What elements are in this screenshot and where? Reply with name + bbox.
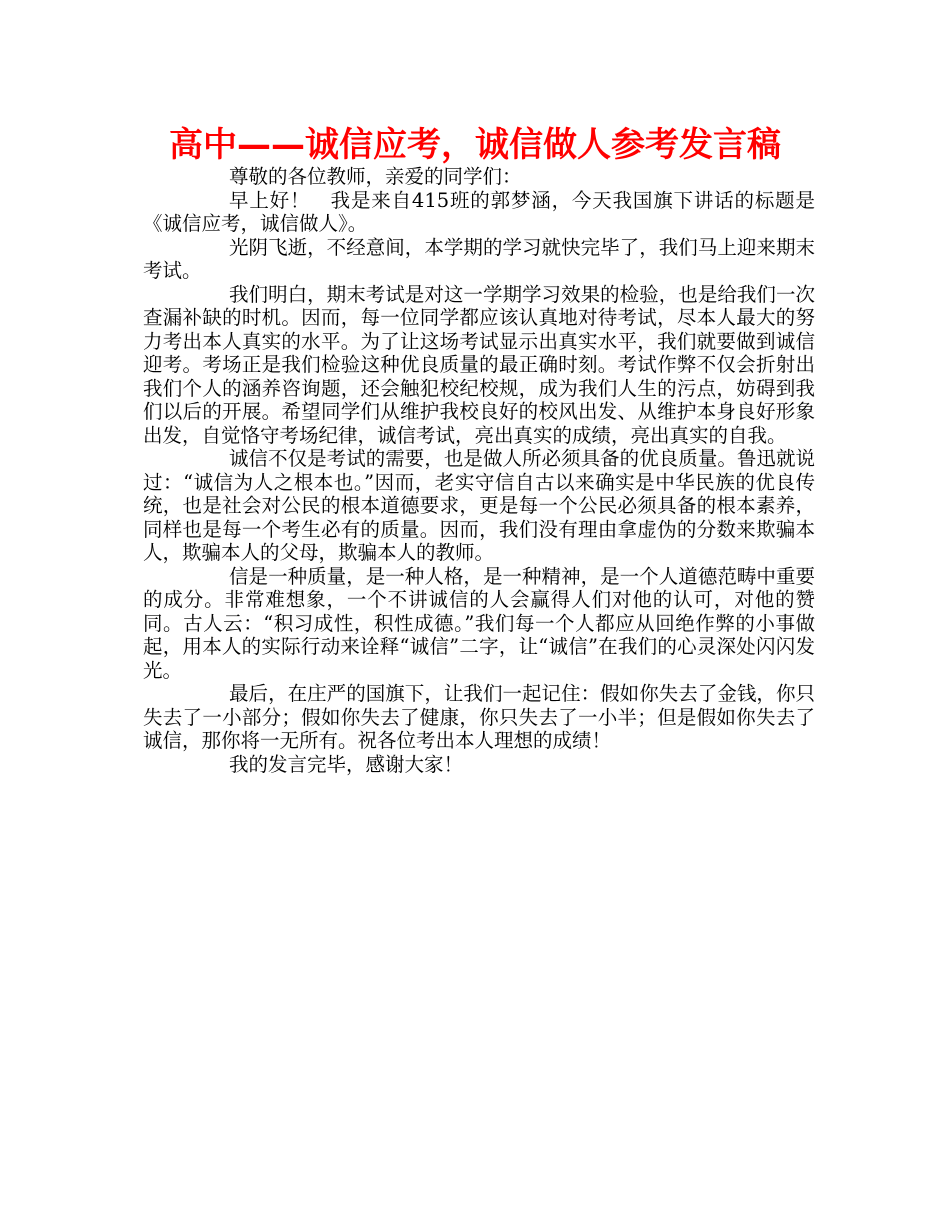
document-body	[143, 165, 815, 776]
paragraph-conclusion: 最后，在庄严的国旗下，让我们一起记住：假如你失去了金钱，你只失去了一小部分；假如你失去了健康，你只失去了一小半；但是假如你失去了诚信，那你将一无所有。祝各位考出本人理想的成绩！	[143, 682, 815, 752]
paragraph-character: 信是一种质量，是一种人格，是一种精神，是一个人道德范畴中重要的成分。非常难想象，一个不讲诚信的人会赢得人们对他的认可，对他的赞同。古人云：“积习成性，积性成德。”我们每一个人都应从回绝作弊的小事做起，用本人的实际行动来诠释“诚信”二字，让“诚信”在我们的心灵深处闪闪发光。	[143, 564, 815, 682]
paragraph-integrity: 诚信不仅是考试的需要，也是做人所必须具备的优良质量。鲁迅就说过：“诚信为人之根本也。”因而，老实守信自古以来确实是中华民族的优良传统，也是社会对公民的根本道德要求，更是每一个公民必须具备的根本素养，同样也是每一个考生必有的质量。因而，我们没有理由拿虚伪的分数来欺骗本人，欺骗本人的父母，欺骗本人的教师。	[143, 447, 815, 564]
paragraph-time: 光阴飞逝，不经意间，本学期的学习就快完毕了，我们马上迎来期末考试。	[143, 235, 815, 282]
paragraph-exam: 我们明白，期末考试是对这一学期学习效果的检验，也是给我们一次查漏补缺的时机。因而，每一位同学都应该认真地对待考试，尽本人最大的努力考出本人真实的水平。为了让这场考试显示出真实水平，我们就要做到诚信迎考。考场正是我们检验这种优良质量的最正确时刻。考试作弊不仅会折射出我们个人的涵养咨询题，还会触犯校纪校规，成为我们人生的污点，妨碍到我们以后的开展。希望同学们从维护我校良好的校风出发、从维护本身良好形象出发，自觉恪守考场纪律，诚信考试，亮出真实的成绩，亮出真实的自我。	[143, 282, 815, 447]
document-title: 高中——诚信应考，诚信做人参考发言稿	[169, 125, 781, 165]
paragraph-intro: 早上好！ 我是来自415班的郭梦涵，今天我国旗下讲话的标题是《诚信应考，诚信做人》。	[143, 188, 815, 235]
paragraph-greeting: 尊敬的各位教师，亲爱的同学们：	[229, 165, 522, 188]
paragraph-closing: 我的发言完毕，感谢大家！	[229, 752, 464, 776]
